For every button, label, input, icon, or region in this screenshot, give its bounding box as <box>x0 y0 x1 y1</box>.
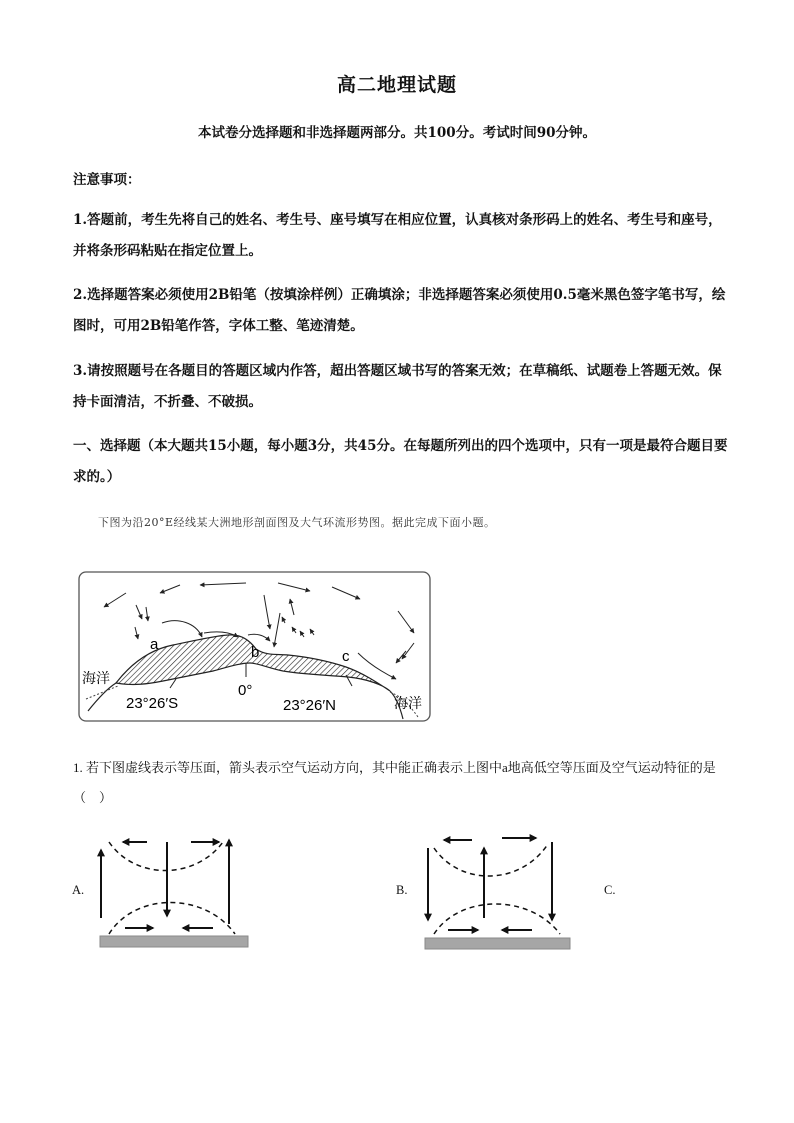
notice-item-2: 2.选择题答案必须使用2B铅笔（按填涂样例）正确填涂；非选择题答案必须使用0.5毫米黑色签字笔书写，绘图时，可用2B铅笔作答，字体工整、笔迹清楚。 <box>73 287 726 334</box>
figure-intro: 下图为沿20°E经线某大洲地形剖面图及大气环流形势图。据此完成下面小题。 <box>98 516 496 529</box>
ground-bar <box>100 936 248 947</box>
notice-item-3: 3.请按照题号在各题目的答题区域内作答，超出答题区域书写的答案无效；在草稿纸、试题卷上答题无效。保持卡面清洁，不折叠、不破损。 <box>73 363 722 410</box>
lat-north-label: 23°26′N <box>283 697 337 714</box>
upper-isobar <box>434 844 548 876</box>
notice-heading: 注意事项： <box>73 172 141 188</box>
lower-isobar <box>109 903 235 935</box>
option-b-label[interactable]: B. <box>396 883 408 897</box>
notice-item-1: 1.答题前，考生先将自己的姓名、考生号、座号填写在相应位置，认真核对条形码上的姓名、考生号和座号，并将条形码粘贴在指定位置上。 <box>73 212 722 259</box>
option-b-diagram[interactable] <box>420 828 580 952</box>
question-1-stem: 1. 若下图虚线表示等压面，箭头表示空气运动方向，其中能正确表示上图中a地高低空等压面及空气运动特征的是（ ） <box>73 760 716 805</box>
exam-subtitle: 本试卷分选择题和非选择题两部分。共100分。考试时间90分钟。 <box>198 125 596 141</box>
lat-equator-label: 0° <box>238 682 253 699</box>
ocean-right-label: 海洋 <box>394 695 422 711</box>
ground-bar <box>425 938 570 949</box>
option-a-label[interactable]: A. <box>72 883 85 897</box>
ocean-left-label: 海洋 <box>82 670 110 686</box>
lat-south-label: 23°26′S <box>126 695 179 712</box>
label-c: c <box>342 648 350 665</box>
terrain-circulation-figure <box>78 571 432 723</box>
page-title: 高二地理试题 <box>336 74 457 96</box>
option-a-diagram[interactable] <box>95 828 255 952</box>
option-b-arrows <box>428 838 552 930</box>
section-heading-choice: 一、选择题（本大题共15小题，每小题3分，共45分。在每题所列出的四个选项中，只有一项是最符合题目要求的。） <box>73 438 728 485</box>
label-b: b <box>251 644 260 661</box>
option-a-arrows <box>101 840 229 928</box>
label-a: a <box>150 636 159 653</box>
option-c-label[interactable]: C. <box>604 883 616 897</box>
